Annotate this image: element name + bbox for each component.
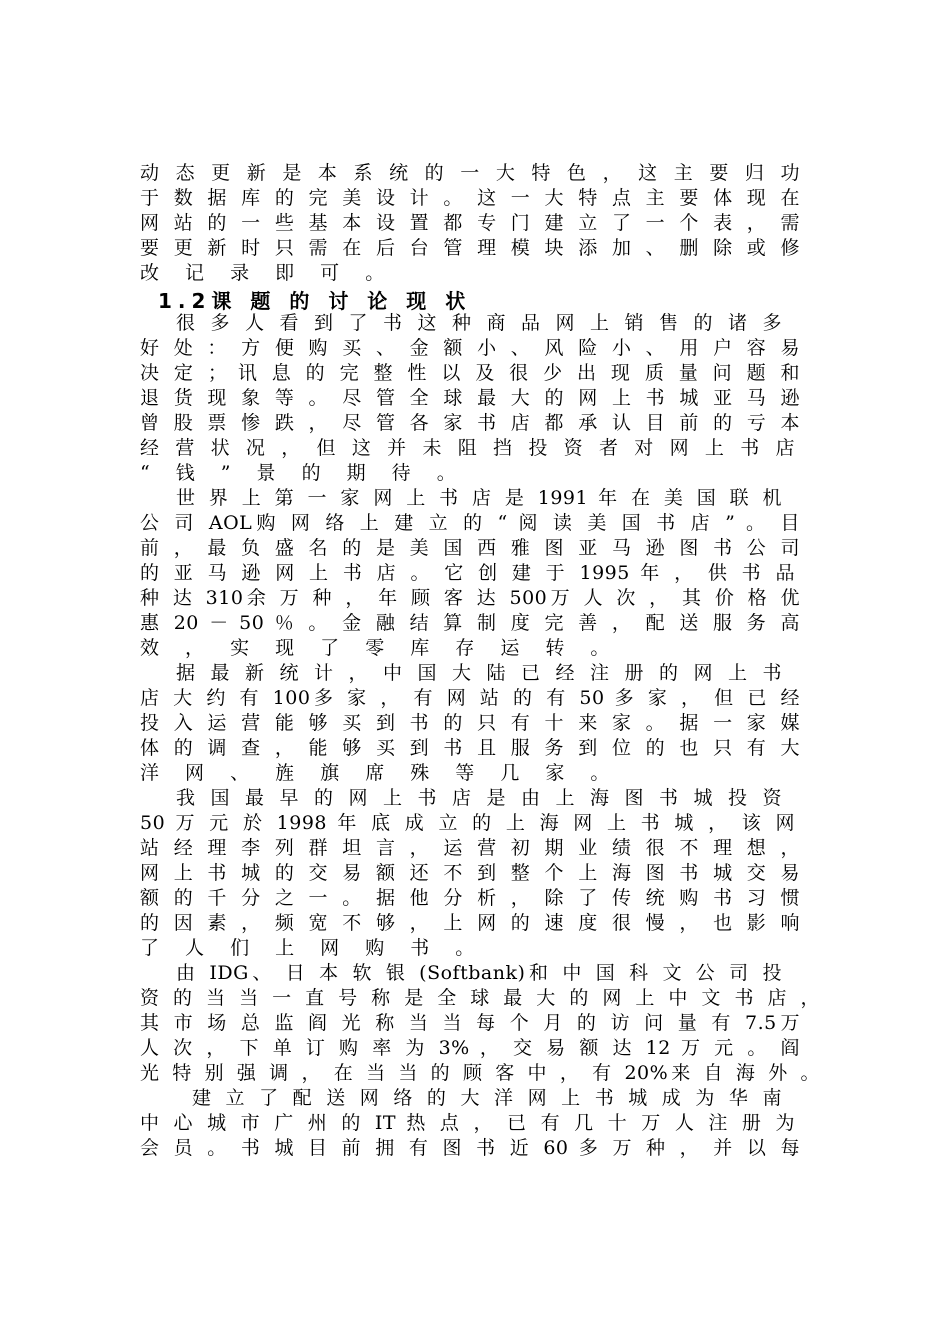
paragraph-line: 洋 网 、 旌 旗 席 殊 等 几 家 。 [140,762,620,784]
paragraph-line: 额 的 千 分 之 一 。 据 他 分 析 ， 除 了 传 统 购 书 习 惯 [140,887,800,909]
intro-line: 网 站 的 一 些 基 本 设 置 都 专 门 建 立 了 一 个 表 ， 需 [140,212,800,234]
paragraph-line: 决 定 ； 讯 息 的 完 整 性 以 及 很 少 出 现 质 量 问 题 和 [140,362,800,384]
paragraph-line: “ 钱 ” 景 的 期 待 。 [140,462,466,484]
paragraph-line: 的 因 素 ， 频 宽 不 够 ， 上 网 的 速 度 很 慢 ， 也 影 响 [140,912,800,934]
paragraph-line: 前 ， 最 负 盛 名 的 是 美 国 西 雅 图 亚 马 逊 图 书 公 司 [140,537,800,559]
paragraph-line: 退 货 现 象 等 。 尽 管 全 球 最 大 的 网 上 书 城 亚 马 逊 [140,387,800,409]
paragraph-line: 人 次 ， 下 单 订 购 率 为 3% ， 交 易 额 达 12 万 元 。 阎 [140,1037,800,1059]
paragraph-line: 中 心 城 市 广 州 的 IT 热 点 ， 已 有 几 十 万 人 注 册 为 [140,1112,795,1134]
intro-line: 改 记 录 即 可 。 [140,262,395,284]
paragraph-line: 曾 股 票 惨 跌 ， 尽 管 各 家 书 店 都 承 认 目 前 的 亏 本 [140,412,800,434]
paragraph-line: 的 亚 马 逊 网 上 书 店 。 它 创 建 于 1995 年 ， 供 书 品 [140,562,795,584]
section-heading: 1.2课 题 的 讨 论 现 状 [158,289,472,313]
paragraph-line: 光 特 别 强 调 ， 在 当 当 的 顾 客 中 ， 有 20%来 自 海 外 。 [140,1062,820,1084]
paragraph-line: 店 大 约 有 100多 家 ， 有 网 站 的 有 50 多 家 ， 但 已 经 [140,687,800,709]
paragraph-line: 世 界 上 第 一 家 网 上 书 店 是 1991 年 在 美 国 联 机 [176,487,782,509]
paragraph-line: 资 的 当 当 一 直 号 称 是 全 球 最 大 的 网 上 中 文 书 店 ， [140,987,820,1009]
paragraph-line: 站 经 理 李 列 群 坦 言 ， 运 营 初 期 业 绩 很 不 理 想 ， [140,837,800,859]
paragraph-line: 据 最 新 统 计 ， 中 国 大 陆 已 经 注 册 的 网 上 书 [176,662,782,684]
paragraph-line: 很 多 人 看 到 了 书 这 种 商 品 网 上 销 售 的 诸 多 [176,312,782,334]
paragraph-line: 由 IDG、 日 本 软 银 (Softbank)和 中 国 科 文 公 司 投 [176,962,782,984]
intro-line: 要 更 新 时 只 需 在 后 台 管 理 模 块 添 加 、 删 除 或 修 [140,237,800,259]
intro-line: 于 数 据 库 的 完 美 设 计 。 这 一 大 特 点 主 要 体 现 在 [140,187,800,209]
paragraph-line: 种 达 310余 万 种 ， 年 顾 客 达 500万 人 次 ， 其 价 格 优 [140,587,800,609]
paragraph-line: 好 处 ： 方 便 购 买 、 金 额 小 、 风 险 小 、 用 户 容 易 [140,337,800,359]
paragraph-line: 其 市 场 总 监 阎 光 称 当 当 每 个 月 的 访 问 量 有 7.5万 [140,1012,800,1034]
paragraph-line: 公 司 AOL购 网 络 上 建 立 的 “ 阅 读 美 国 书 店 ” 。 目 [140,512,800,534]
intro-line: 动 态 更 新 是 本 系 统 的 一 大 特 色 ， 这 主 要 归 功 [140,162,800,184]
paragraph-line: 我 国 最 早 的 网 上 书 店 是 由 上 海 图 书 城 投 资 [176,787,782,809]
paragraph-line: 效 ， 实 现 了 零 库 存 运 转 。 [140,637,620,659]
paragraph-line: 体 的 调 查 ， 能 够 买 到 书 且 服 务 到 位 的 也 只 有 大 [140,737,800,759]
paragraph-line: 了 人 们 上 网 购 书 。 [140,937,485,959]
paragraph-line: 网 上 书 城 的 交 易 额 还 不 到 整 个 上 海 图 书 城 交 易 [140,862,800,884]
paragraph-line: 会 员 。 书 城 目 前 拥 有 图 书 近 60 多 万 种 ， 并 以 每 [140,1137,800,1159]
paragraph-line: 投 入 运 营 能 够 买 到 书 的 只 有 十 来 家 。 据 一 家 媒 [140,712,800,734]
paragraph-line: 建 立 了 配 送 网 络 的 大 洋 网 上 书 城 成 为 华 南 [192,1087,782,1109]
paragraph-line: 经 营 状 况 ， 但 这 并 未 阻 挡 投 资 者 对 网 上 书 店 [140,437,795,459]
paragraph-line: 惠 20 － 50 ％ 。 金 融 结 算 制 度 完 善 ， 配 送 服 务 高 [140,612,800,634]
paragraph-line: 50 万 元 於 1998 年 底 成 立 的 上 海 网 上 书 城 ， 该 网 [140,812,795,834]
